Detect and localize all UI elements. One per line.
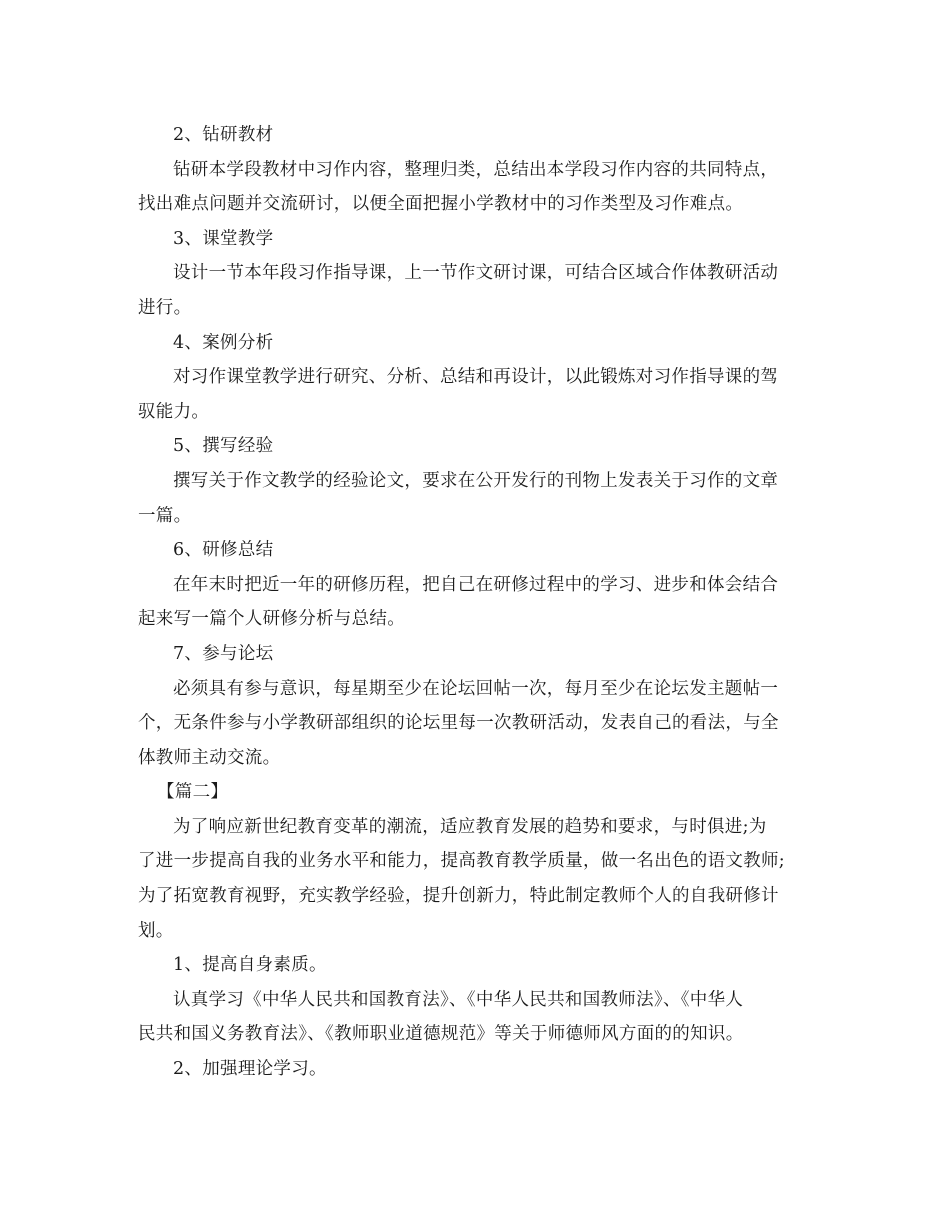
text-line: 撰写关于作文教学的经验论文，要求在公开发行的刊物上发表关于习作的文章: [173, 470, 779, 491]
text-line: 民共和国义务教育法》、《教师职业道德规范》等关于师德师风方面的的知识。: [138, 1024, 744, 1045]
text-line: 2、加强理论学习。: [173, 1059, 327, 1080]
text-line: 对习作课堂教学进行研究、分析、总结和再设计，以此锻炼对习作指导课的驾: [173, 367, 779, 388]
text-line: 认真学习《中华人民共和国教育法》、《中华人民共和国教师法》、《中华人: [173, 989, 744, 1010]
text-line: 2、钻研教材: [173, 125, 274, 145]
text-line: 4、案例分析: [173, 332, 274, 353]
text-line: 起来写一篇个人研修分析与总结。: [138, 609, 405, 630]
text-line: 5、撰写经验: [173, 436, 274, 457]
text-line: 7、参与论坛: [173, 643, 274, 664]
text-line: 划。: [138, 920, 174, 941]
text-line: 了进一步提高自我的业务水平和能力，提高教育教学质量，做一名出色的语文教师;: [138, 851, 785, 872]
text-line: 在年末时把近一年的研修历程，把自己在研修过程中的学习、进步和体会结合: [173, 574, 779, 595]
text-line: 为了响应新世纪教育变革的潮流，适应教育发展的趋势和要求，与时俱进;为: [173, 816, 767, 837]
document-body: [138, 118, 818, 1087]
text-line: 设计一节本年段习作指导课，上一节作文研讨课，可结合区域合作体教研活动: [173, 263, 779, 284]
text-line: 个，无条件参与小学教研部组织的论坛里每一次教研活动，发表自己的看法，与全: [138, 713, 779, 734]
text-line: 必须具有参与意识，每星期至少在论坛回帖一次，每月至少在论坛发主题帖一: [173, 678, 779, 699]
text-line: 钻研本学段教材中习作内容，整理归类，总结出本学段习作内容的共同特点，: [173, 159, 779, 180]
text-line: 一篇。: [138, 505, 192, 526]
text-line: 3、课堂教学: [173, 228, 274, 249]
text-line: 体教师主动交流。: [138, 747, 281, 768]
text-line: 进行。: [138, 297, 192, 318]
text-line: 为了拓宽教育视野，充实教学经验，提升创新力，特此制定教师个人的自我研修计: [138, 886, 779, 907]
text-line: 驭能力。: [138, 401, 210, 422]
text-line: 1、提高自身素质。: [173, 955, 327, 976]
text-line: 【篇二】: [157, 782, 229, 803]
text-line: 6、研修总结: [173, 540, 274, 561]
text-line: 找出难点问题并交流研讨，以便全面把握小学教材中的习作类型及习作难点。: [138, 194, 744, 215]
